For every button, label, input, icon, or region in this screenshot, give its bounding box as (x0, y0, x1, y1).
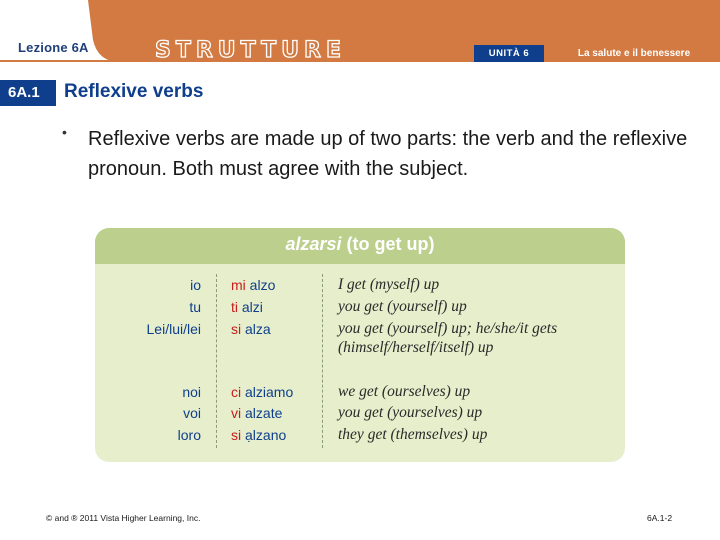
bullet-text: Reflexive verbs are made up of two parts: the verb and the reflexive pronoun. Both must agree with the subject. (88, 128, 688, 180)
page-header (0, 0, 720, 62)
pronoun-cell: io (190, 277, 201, 293)
pronoun-cell: noi (182, 384, 201, 400)
conjugation-table (95, 228, 625, 462)
reflexive-pronoun: si (231, 427, 242, 443)
verb-form-cell (231, 405, 282, 421)
verb-form-cell (231, 427, 286, 443)
verb-form-cell (231, 299, 263, 315)
pronoun-cell: Lei/lui/lei (146, 321, 201, 337)
section-number: 6A.1 (0, 80, 56, 106)
reflexive-pronoun: mi (231, 277, 246, 293)
english-cell-continued: (himself/herself/itself) up (338, 339, 494, 356)
reflexive-pronoun: ti (231, 299, 238, 315)
verb-form: ạlzano (245, 427, 287, 443)
slide-number: 6A.1-2 (647, 513, 673, 523)
reflexive-pronoun: si (231, 321, 242, 337)
lesson-label: Lezione 6A (18, 40, 89, 55)
reflexive-pronoun: ci (231, 384, 242, 400)
section-word: STRUTTURE (155, 38, 347, 63)
verb-form: alzi (241, 299, 263, 315)
english-cell: you get (yourself) up; he/she/it gets (338, 320, 558, 337)
column-divider (216, 274, 217, 448)
verb-form-cell (231, 384, 293, 400)
bullet-dot: • (62, 124, 67, 140)
table-title (95, 234, 625, 255)
pronoun-cell: loro (177, 427, 201, 443)
reflexive-pronoun: vi (231, 405, 242, 421)
verb-form: alza (245, 321, 271, 337)
table-header (95, 228, 625, 264)
english-cell: they get (themselves) up (338, 426, 488, 443)
pronoun-cell: voi (183, 405, 201, 421)
english-cell: we get (ourselves) up (338, 383, 471, 400)
unit-label: UNITÀ 6 (474, 45, 544, 62)
english-cell: you get (yourselves) up (338, 404, 483, 421)
copyright-notice: © and ® 2011 Vista Higher Learning, Inc. (46, 513, 201, 523)
english-cell: you get (yourself) up (338, 298, 467, 315)
english-cell: I get (myself) up (338, 276, 440, 293)
verb-form-cell (231, 277, 275, 293)
section-title: Reflexive verbs (64, 81, 204, 102)
unit-title: La salute e il benessere (548, 45, 720, 62)
verb-form: alzo (249, 277, 276, 293)
verb-form-cell (231, 321, 271, 337)
verb-infinitive: alzarsi (285, 234, 342, 254)
pronoun-cell: tu (189, 299, 201, 315)
verb-form: alzate (245, 405, 283, 421)
verb-form: alziamo (245, 384, 294, 400)
verb-meaning: (to get up) (346, 234, 435, 254)
column-divider (322, 274, 323, 448)
